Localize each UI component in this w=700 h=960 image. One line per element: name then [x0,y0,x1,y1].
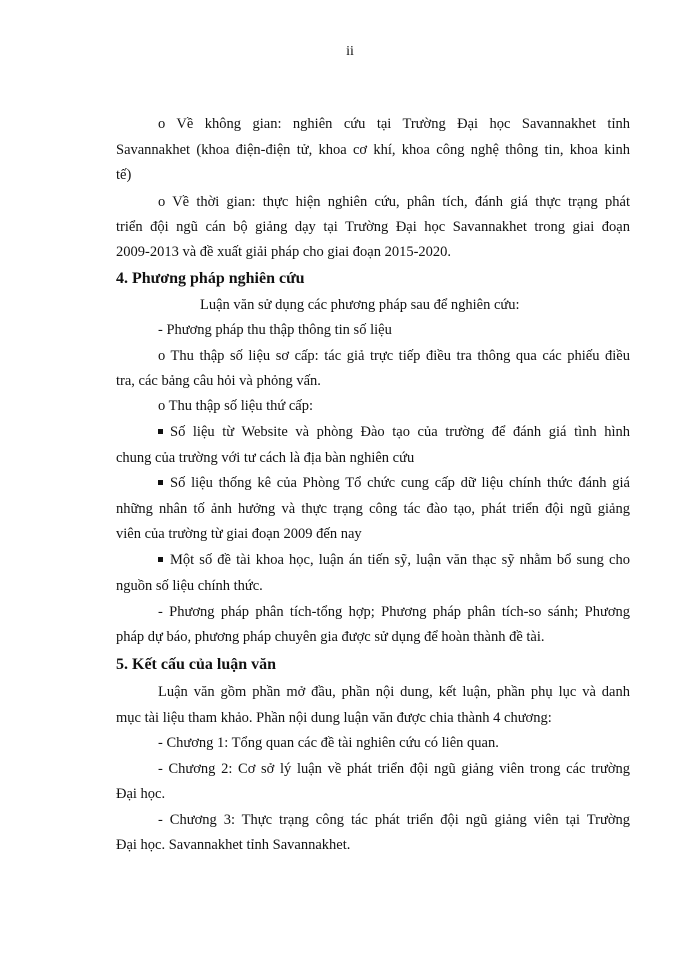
square-bullet-icon [158,557,163,562]
chapter-3-line2: Đại học. Savannakhet tỉnh Savannakhet. [116,837,351,853]
section-heading-methods: 4. Phương pháp nghiên cứu [116,270,305,287]
secondary-data: o Thu thập số liệu thứ cấp: [158,398,313,414]
scope-time-line3: 2009-2013 và đề xuất giải pháp cho giai đoạn 2015-2020. [116,244,452,260]
section-heading-structure: 5. Kết cấu của luận văn [116,656,277,673]
primary-data-line1: o Thu thập số liệu sơ cấp: tác giả trực tiếp điều tra thông qua các phiếu điều [158,348,630,364]
scope-space-line2: Savannakhet (khoa điện-điện tử, khoa cơ khí, khoa công nghệ thông tin, khoa kinh [116,142,630,158]
bullet-research-line1: Một số đề tài khoa học, luận án tiến sỹ, luận văn thạc sỹ nhằm bổ sung cho [158,553,630,568]
bullet-website-line1: Số liệu từ Website và phòng Đào tạo của trường để đánh giá tình hình [158,425,630,440]
method-analysis-line1: - Phương pháp phân tích-tổng hợp; Phương pháp phân tích-so sánh; Phương [158,604,630,620]
bullet-statistics-line1: Số liệu thống kê của Phòng Tổ chức cung cấp dữ liệu chính thức đánh giá [158,476,630,491]
square-bullet-icon [158,480,163,485]
scope-time-line2: triển đội ngũ cán bộ giảng dạy tại Trường Đại học Savannakhet trong giai đoạn [116,219,630,235]
structure-intro-line2: mục tài liệu tham khảo. Phần nội dung luận văn được chia thành 4 chương: [116,710,552,726]
scope-space-line1: o Về không gian: nghiên cứu tại Trường Đại học Savannakhet tỉnh [158,116,630,132]
chapter-2-line1: - Chương 2: Cơ sở lý luận về phát triển đội ngũ giảng viên trong các trường [158,761,630,777]
structure-intro-line1: Luận văn gồm phần mở đầu, phần nội dung, kết luận, phần phụ lục và danh [158,684,630,700]
scope-time-line1: o Về thời gian: thực hiện nghiên cứu, phân tích, đánh giá thực trạng phát [158,194,630,210]
chapter-1: - Chương 1: Tổng quan các đề tài nghiên cứu có liên quan. [158,735,499,751]
methods-intro: Luận văn sử dụng các phương pháp sau để nghiên cứu: [200,297,520,313]
bullet-research-line2: nguồn số liệu chính thức. [116,578,263,594]
method-analysis-line2: pháp dự báo, phương pháp chuyên gia được sử dụng để hoàn thành đề tài. [116,629,545,645]
primary-data-line2: tra, các bảng câu hỏi và phỏng vấn. [116,373,321,389]
scope-space-line3: tế) [116,167,132,183]
method-data-collection: - Phương pháp thu thập thông tin số liệu [158,322,392,338]
chapter-3-line1: - Chương 3: Thực trạng công tác phát triển đội ngũ giảng viên tại Trường [158,812,630,828]
bullet-website-line2: chung của trường với tư cách là địa bàn nghiên cứu [116,450,415,466]
chapter-2-line2: Đại học. [116,786,166,802]
page-number: ii [346,44,354,59]
square-bullet-icon [158,429,163,434]
bullet-statistics-line3: viên của trường từ giai đoạn 2009 đến nay [116,526,362,542]
bullet-statistics-line2: những nhân tố ảnh hưởng và thực trạng công tác đào tạo, phát triển đội ngũ giảng [116,501,630,517]
